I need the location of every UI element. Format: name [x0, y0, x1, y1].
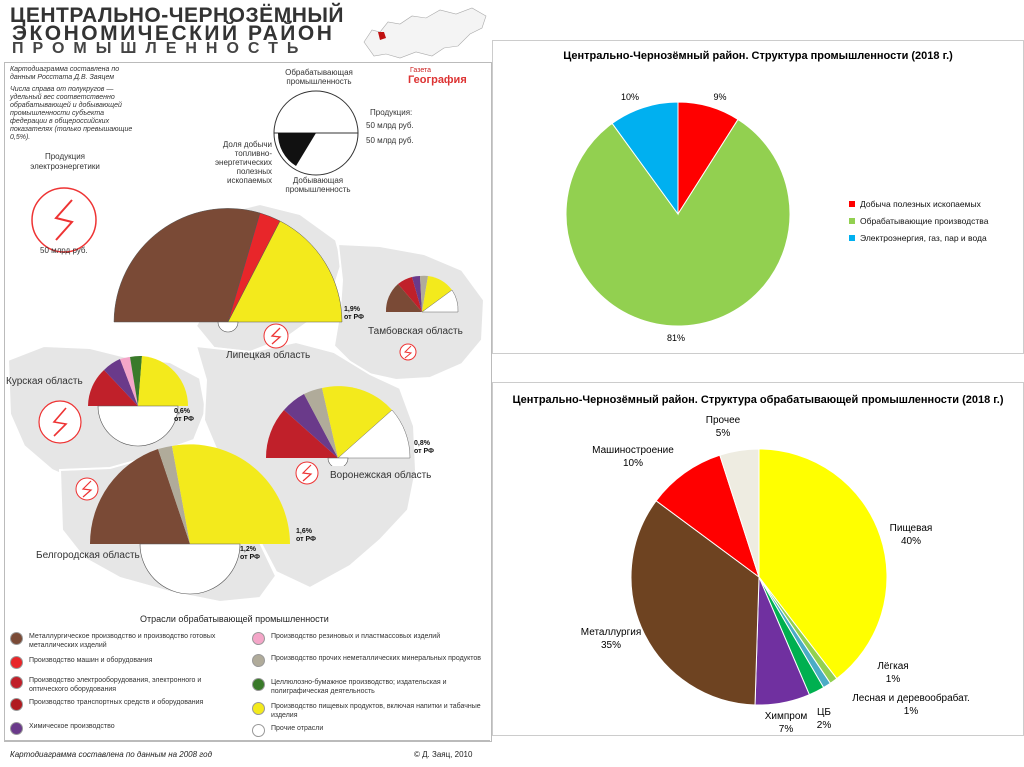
pie-label-0: 9% — [713, 92, 727, 102]
legend-label: Химическое производство — [29, 723, 115, 730]
chart1-title: Центрально-Чернозёмный район. Структура промышленности (2018 г.) — [563, 50, 953, 62]
map-legend-item — [10, 676, 240, 694]
belgorod-share-mining: 1,2% от РФ — [240, 546, 261, 561]
legend-swatch-blue — [849, 235, 855, 241]
legend-label: Добыча полезных ископаемых — [860, 199, 981, 209]
legend-swatch — [252, 702, 265, 715]
legend-swatch — [10, 698, 23, 711]
legend-label: Металлургическое производство и производство готовых металлических изделий — [29, 633, 216, 649]
pie-label-1: Лёгкая 1% — [877, 661, 909, 685]
pie-label-3: ЦБ 2% — [816, 707, 832, 731]
region-tambov: Тамбовская область — [368, 326, 463, 337]
kursk-diagram — [84, 352, 194, 448]
tambov-diagram — [382, 270, 462, 320]
products-value-2: 50 млрд руб. — [366, 136, 414, 145]
map-copyright: © Д. Заяц, 2010 — [414, 750, 473, 759]
map-legend-item — [252, 702, 482, 720]
pie-label-1: 81% — [666, 333, 686, 343]
tambov-electricity-icon — [398, 342, 418, 362]
voronezh-share: 0,8% от РФ — [414, 440, 435, 455]
legend-swatch — [252, 654, 265, 667]
legend-swatch-red — [849, 201, 855, 207]
region-kursk: Курская область — [6, 376, 83, 387]
legend-label: Электроэнергия, газ, пар и вода — [860, 233, 987, 243]
map-footer: Картодиаграмма составлена по данным на 2008 год — [10, 750, 213, 759]
explanation-note: Числа справа от полукругов — удельный вес соответственно обрабатывающей и добывающей промышленности субъекта федерации в общероссийских показателях (только превышающие 0,5%). — [10, 86, 133, 141]
lipetsk-electricity-icon — [262, 322, 290, 350]
legend-label: Производство прочих неметаллических минеральных продуктов — [271, 655, 482, 662]
mining-legend-label: Добывающая промышленность — [285, 176, 351, 194]
legend-swatch — [252, 632, 265, 645]
electricity-title: Продукция электроэнергетики — [30, 152, 100, 171]
legend-label: Производство пищевых продуктов, включая напитки и табачные изделия — [271, 703, 481, 719]
region-voronezh: Воронежская область — [330, 470, 432, 481]
region-lipetsk: Липецкая область — [226, 350, 311, 361]
lipetsk-share: 1,9% от РФ — [344, 306, 365, 321]
source-note: Картодиаграмма составлена по данным Росстата Д.В. Заяцем — [10, 66, 120, 81]
map-legend-item — [10, 698, 240, 711]
legend-label: Обрабатывающие производства — [860, 216, 989, 226]
legend-label: Производство транспортных средств и оборудования — [29, 699, 204, 706]
pie-label-4: Химпром 7% — [764, 711, 808, 735]
map-legend-item — [10, 722, 240, 735]
map-legend-item — [252, 654, 482, 667]
belgorod-diagram — [86, 440, 298, 600]
pie-label-2: Лесная и деревообрабат. 1% — [852, 693, 970, 717]
gazeta-label: Газета — [410, 67, 432, 74]
gazeta-logo: География — [408, 74, 467, 86]
legend-title: Отрасли обрабатывающей промышленности — [140, 614, 329, 624]
pie-label-2: 10% — [620, 92, 640, 102]
electricity-value: 50 млрд руб. — [40, 246, 88, 255]
legend-label: Производство электрооборудования, электронного и оптического оборудования — [29, 677, 202, 693]
legend-label: Производство машин и оборудования — [29, 657, 153, 664]
map-title-line3: ПРОМЫШЛЕННОСТЬ — [12, 40, 308, 57]
lipetsk-diagram — [110, 204, 350, 344]
chart1-legend-item-2 — [849, 216, 988, 226]
chart1-legend-item-3 — [849, 233, 987, 243]
products-value-1: 50 млрд руб. — [366, 121, 414, 130]
pie-label-0: Пищевая 40% — [889, 523, 933, 547]
legend-label: Прочие отрасли — [271, 725, 324, 732]
map-legend-item — [252, 632, 482, 645]
belgorod-share-manufacturing: 1,6% от РФ — [296, 528, 317, 543]
pie-label-5: Металлургия 35% — [580, 627, 642, 651]
legend-swatch-green — [849, 218, 855, 224]
legend-label: Целлюлозно-бумажное производство; издательская и полиграфическая деятельность — [271, 679, 447, 695]
products-label: Продукция: — [370, 108, 413, 117]
map-title-line1: ЦЕНТРАЛЬНО-ЧЕРНОЗЁМНЫЙ — [10, 4, 345, 27]
manufacturing-legend-label: Обрабатывающая промышленность — [285, 68, 353, 86]
legend-swatch — [10, 676, 23, 689]
legend-swatch — [10, 656, 23, 669]
chart2-panel — [492, 382, 1024, 736]
chart1-legend-item-1 — [849, 199, 981, 209]
legend-swatch — [10, 722, 23, 735]
legend-swatch — [252, 724, 265, 737]
legend-label: Производство резиновых и пластмассовых изделий — [271, 633, 441, 640]
chart1-pie — [493, 41, 1023, 353]
fuel-share-label: Доля добычи топливно-энергетических полезных ископаемых — [214, 140, 272, 185]
pie-label-7: Прочее 5% — [705, 415, 741, 439]
map-legend-item — [10, 656, 240, 669]
chart2-title: Центрально-Чернозёмный район. Структура обрабатывающей промышленности (2018 г.) — [512, 394, 1004, 406]
map-panel — [0, 0, 492, 767]
kursk-share: 0,6% от РФ — [174, 408, 195, 423]
belgorod-electricity-icon — [74, 476, 100, 502]
map-legend-item — [252, 724, 482, 737]
map-title-line2: ЭКОНОМИЧЕСКИЙ РАЙОН — [12, 22, 335, 45]
kursk-electricity-icon — [36, 398, 84, 446]
region-belgorod: Белгородская область — [36, 550, 140, 561]
pie-label-6: Машиностроение 10% — [592, 445, 674, 469]
legend-swatch — [10, 632, 23, 645]
chart1-panel — [492, 40, 1024, 354]
legend-swatch — [252, 678, 265, 691]
map-legend-item — [10, 632, 240, 650]
chart2-pie — [493, 383, 1023, 735]
map-legend-item — [252, 678, 482, 696]
